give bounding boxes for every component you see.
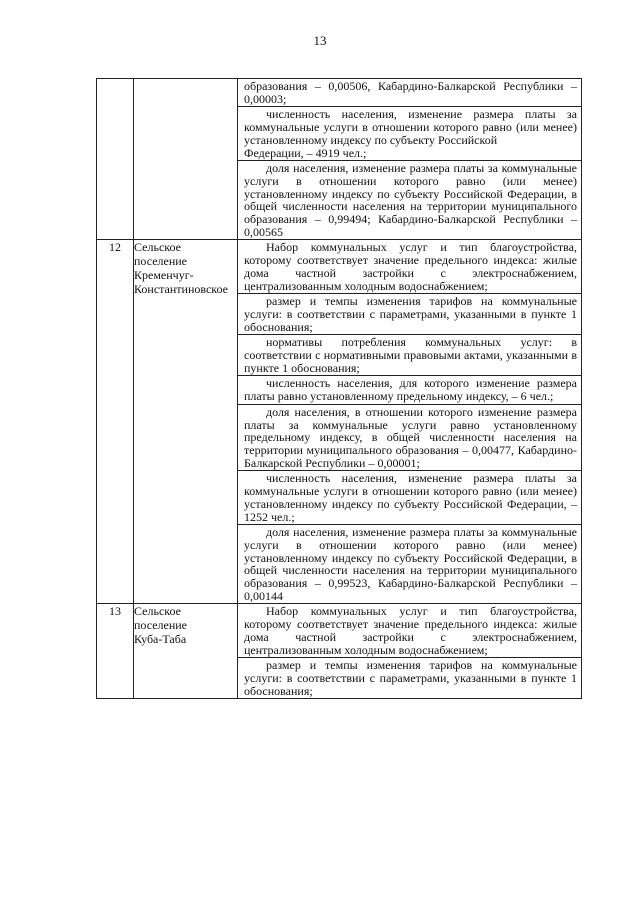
indicator-paragraph: доля населения, изменение размера платы за коммунальные услуги в отношении которого равно (или менее) установленному индексу по субъекту Российской Федерации, в общей численности населения на территории муниципального образования – 0,99494; Кабардино-Балкарской Республики – 0,00565 bbox=[238, 160, 581, 239]
indicator-paragraph: Набор коммунальных услуг и тип благоустройства, которому соответствует значение предельного индекса: жилые дома частной застройки с электроснабжением, централизованным холодным водоснабжением; bbox=[244, 240, 577, 293]
row-number: 13 bbox=[97, 604, 134, 699]
indicator-paragraph: образования – 0,00506, Кабардино-Балкарской Республики – 0,00003; bbox=[244, 79, 577, 106]
settlements-table bbox=[96, 78, 582, 699]
table-row bbox=[97, 604, 582, 699]
indicator-paragraph: численность населения, изменение размера платы за коммунальные услуги в отношении которого равно (или менее) установленному индексу по субъекту Российской Федерации, – 1252 чел.; bbox=[238, 470, 581, 524]
table-row bbox=[97, 240, 582, 604]
indicator-paragraph: доля населения, изменение размера платы за коммунальные услуги в отношении которого равно (или менее) установленному индексу по субъекту Российской Федерации, в общей численности населения на территории муниципального образования – 0,99523, Кабардино-Балкарской Республики – 0,00144 bbox=[238, 524, 581, 603]
indicators-cell bbox=[238, 240, 582, 604]
row-number: 12 bbox=[97, 240, 134, 604]
indicator-paragraph: размер и темпы изменения тарифов на коммунальные услуги: в соответствии с параметрами, указанными в пункте 1 обоснования; bbox=[238, 293, 581, 334]
row-number bbox=[97, 79, 134, 240]
settlement-name: Сельское поселение Кременчуг- Константиновское bbox=[134, 240, 238, 604]
page-number: 13 bbox=[313, 33, 327, 48]
indicators-cell bbox=[238, 604, 582, 699]
indicator-paragraph: доля населения, в отношении которого изменение размера платы за коммунальные услуги равно установленному предельному индексу, в общей численности населения на территории муниципального образования – 0,00477, Кабардино-Балкарской Республики – 0,00001; bbox=[238, 404, 581, 471]
indicator-paragraph: нормативы потребления коммунальных услуг: в соответствии с нормативными правовыми актами, указанными в пункте 1 обоснования; bbox=[238, 334, 581, 375]
settlement-name bbox=[134, 79, 238, 240]
indicator-paragraph: численность населения, изменение размера платы за коммунальные услуги в отношении которого равно (или менее) установленному индексу по субъекту Российской Федерации, – 4919 чел.; bbox=[238, 106, 581, 160]
indicator-paragraph: Набор коммунальных услуг и тип благоустройства, которому соответствует значение предельного индекса: жилые дома частной застройки с электроснабжением, централизованным холодным водоснабжением; bbox=[244, 604, 577, 657]
indicator-paragraph: численность населения, для которого изменение размера платы равно установленному предельному индексу, – 6 чел.; bbox=[238, 375, 581, 403]
indicators-cell bbox=[238, 79, 582, 240]
settlement-name: Сельское поселение Куба-Таба bbox=[134, 604, 238, 699]
table-row bbox=[97, 79, 582, 240]
indicator-paragraph: размер и темпы изменения тарифов на коммунальные услуги: в соответствии с параметрами, указанными в пункте 1 обоснования; bbox=[238, 657, 581, 698]
